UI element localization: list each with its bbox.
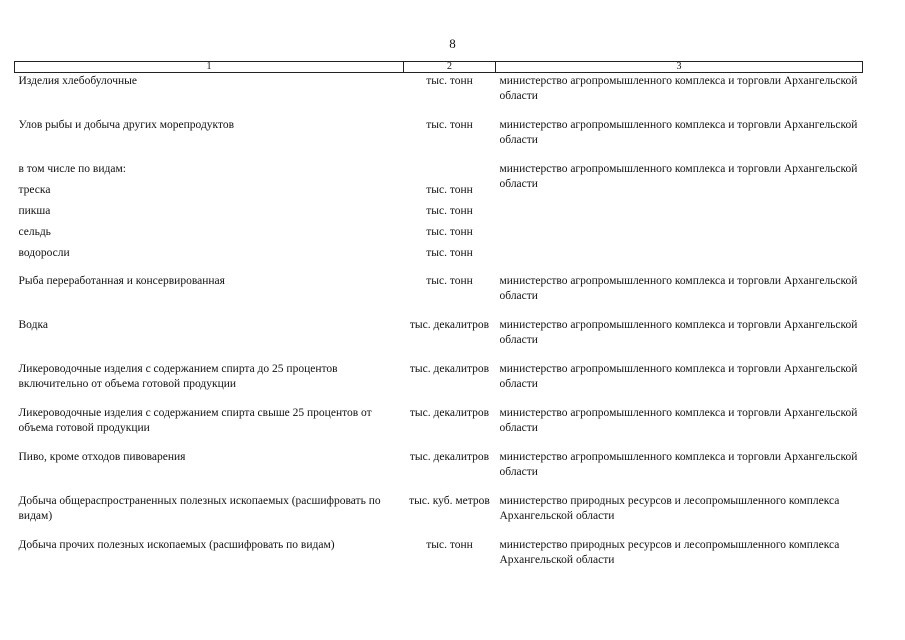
ministry <box>496 225 863 246</box>
unit: тыс. декалитров <box>409 319 490 331</box>
unit: тыс. тонн <box>426 226 473 238</box>
table-row <box>15 362 863 406</box>
column-header-2: 2 <box>404 62 496 73</box>
ministry: министерство агропромышленного комплекса и торговли Архангельской области <box>499 163 858 190</box>
ministry <box>496 246 863 274</box>
table-row <box>15 73 863 119</box>
ministry: министерство агропромышленного комплекса и торговли Архангельской области <box>499 451 858 478</box>
product-name: Добыча общераспространенных полезных ископаемых (расшифровать по видам) <box>18 495 381 522</box>
page-number: 8 <box>449 36 456 51</box>
unit: тыс. тонн <box>426 184 473 196</box>
table-row <box>15 450 863 494</box>
product-name: треска <box>18 184 51 196</box>
column-header-1: 1 <box>15 62 404 73</box>
table-row <box>15 225 863 246</box>
product-name: Изделия хлебобулочные <box>18 75 137 87</box>
table-row <box>15 204 863 225</box>
table-row <box>15 162 863 183</box>
unit: тыс. тонн <box>426 119 473 131</box>
ministry: министерство природных ресурсов и лесопромышленного комплекса Архангельской области <box>499 539 840 566</box>
product-name: сельдь <box>18 226 51 238</box>
unit: тыс. тонн <box>426 539 473 551</box>
unit: тыс. тонн <box>426 247 473 259</box>
unit: тыс. тонн <box>426 75 473 87</box>
table-row <box>15 318 863 362</box>
product-name: Рыба переработанная и консервированная <box>18 275 225 287</box>
header-row <box>15 62 863 73</box>
data-table <box>14 61 863 582</box>
ministry: министерство агропромышленного комплекса и торговли Архангельской области <box>499 275 858 302</box>
product-name: пикша <box>18 205 51 217</box>
product-name: Улов рыбы и добыча других морепродуктов <box>18 119 235 131</box>
product-name: водоросли <box>18 247 70 259</box>
table-row <box>15 538 863 582</box>
product-name: в том числе по видам: <box>18 163 126 175</box>
product-name: Ликероводочные изделия с содержанием спирта свыше 25 процентов от объема готовой продукции <box>18 407 372 434</box>
product-name: Пиво, кроме отходов пивоварения <box>18 451 186 463</box>
ministry: министерство агропромышленного комплекса и торговли Архангельской области <box>499 407 858 434</box>
unit <box>404 162 496 183</box>
column-header-3: 3 <box>496 62 863 73</box>
table-row <box>15 406 863 450</box>
unit: тыс. тонн <box>426 275 473 287</box>
table-row <box>15 274 863 318</box>
unit: тыс. тонн <box>426 205 473 217</box>
product-name: Добыча прочих полезных ископаемых (расшифровать по видам) <box>18 539 335 551</box>
table-row <box>15 246 863 274</box>
ministry: министерство агропромышленного комплекса и торговли Архангельской области <box>499 319 858 346</box>
unit: тыс. куб. метров <box>409 495 490 507</box>
unit: тыс. декалитров <box>409 451 490 463</box>
ministry <box>496 204 863 225</box>
table-row <box>15 118 863 162</box>
ministry: министерство агропромышленного комплекса и торговли Архангельской области <box>499 363 858 390</box>
product-name: Водка <box>18 319 48 331</box>
ministry: министерство агропромышленного комплекса и торговли Архангельской области <box>499 75 858 102</box>
table-row <box>15 494 863 538</box>
ministry: министерство природных ресурсов и лесопромышленного комплекса Архангельской области <box>499 495 840 522</box>
ministry: министерство агропромышленного комплекса и торговли Архангельской области <box>499 119 858 146</box>
product-name: Ликероводочные изделия с содержанием спирта до 25 процентов включительно от объема готовой продукции <box>18 363 338 390</box>
unit: тыс. декалитров <box>409 363 490 375</box>
unit: тыс. декалитров <box>409 407 490 419</box>
